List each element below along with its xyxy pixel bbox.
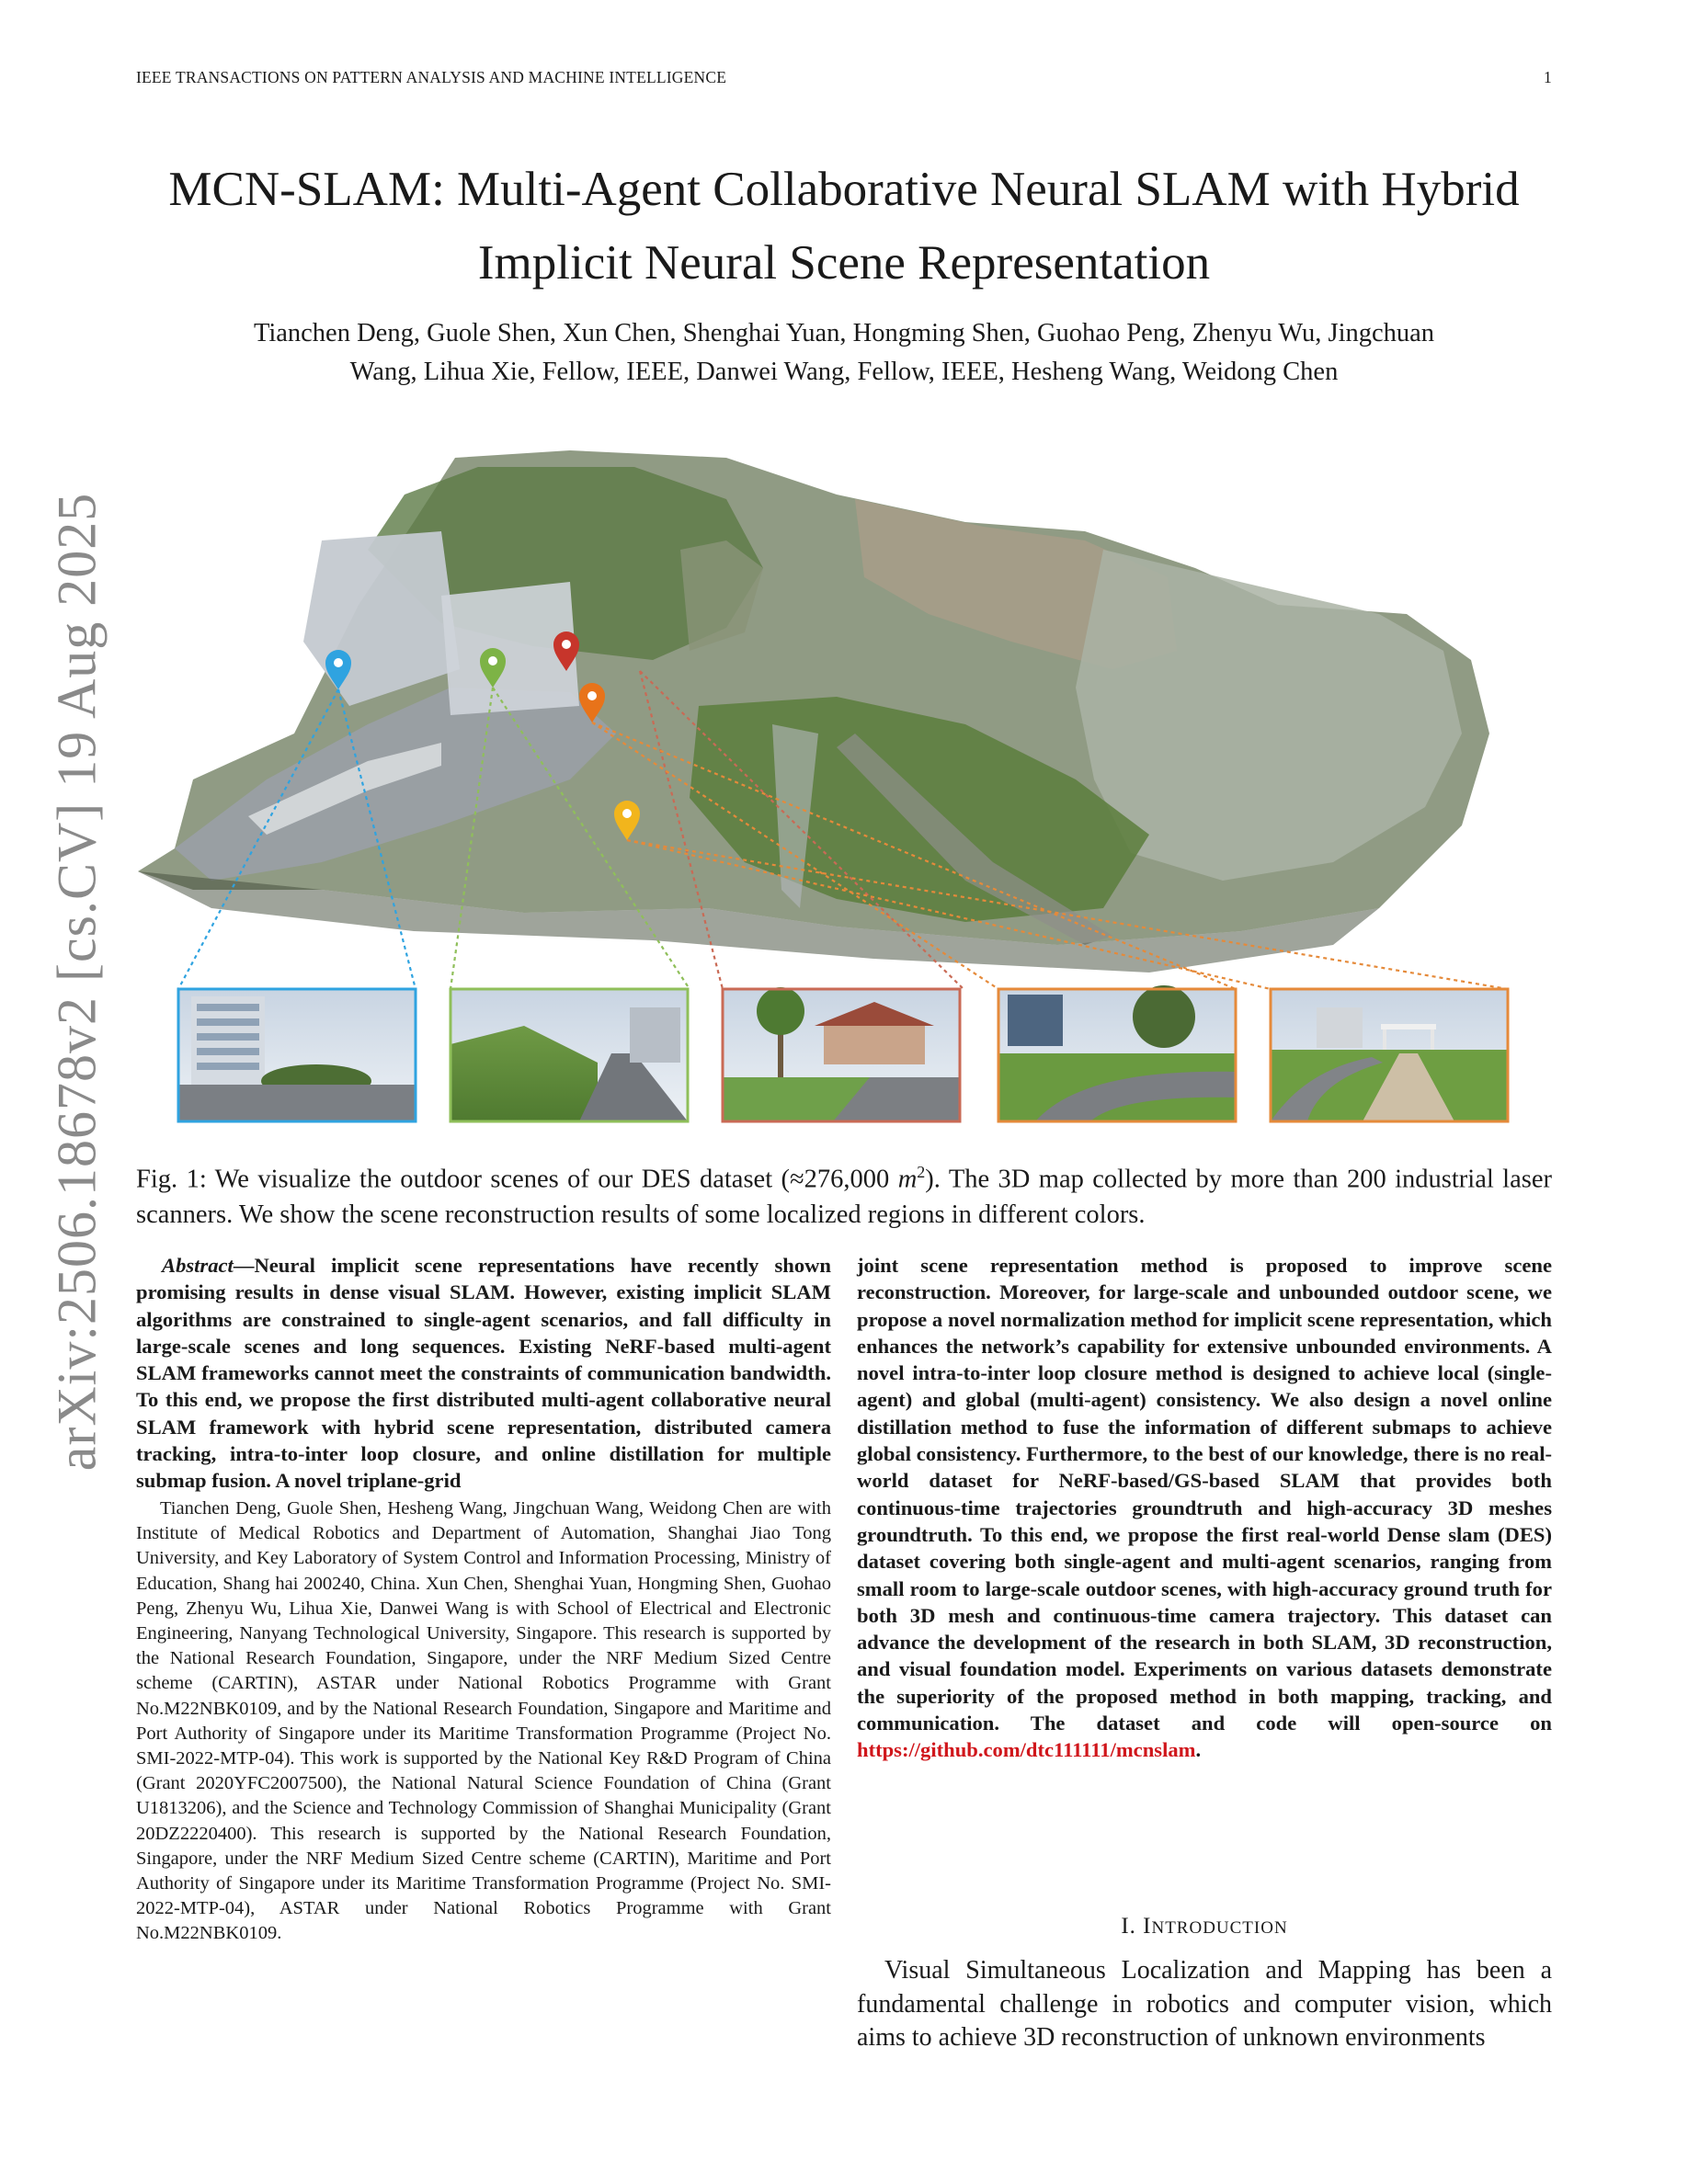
caption-unit: m xyxy=(897,1165,918,1194)
figure-1 xyxy=(138,430,1554,1147)
introduction-text xyxy=(857,1954,1552,2055)
section-title-initial: I xyxy=(1143,1914,1152,1939)
thumbnail-1 xyxy=(178,989,416,1121)
caption-text-end: ). The 3D map collected by more than 200 industrial laser scanners. We show the scene reconstruction results of some localized regions in different colors. xyxy=(136,1165,1552,1229)
journal-name: IEEE TRANSACTIONS ON PATTERN ANALYSIS AND MACHINE INTELLIGENCE xyxy=(136,68,727,86)
abstract-continuation-text: joint scene representation method is proposed to improve scene reconstruction. Moreover, for large-scale and unbounded outdoor scene, we propose a novel normalization method for implicit scene representation, which enhances the network’s capability for extensive unbounded environments. A novel intra-to-inter loop closure method is designed to achieve local (single-agent) and global (multi-agent) consistency. We also design a novel online distillation method to fuse the information of different submaps to achieve global consistency. Furthermore, to the best of our knowledge, there is no real-world dataset for NeRF-based/GS-based SLAM that provides both continuous-time trajectories groundtruth and high-accuracy 3D meshes groundtruth. To this end, we propose the first real-world Dense slam (DES) dataset covering both single-agent and multi-agent scenarios, ranging from small room to large-scale outdoor scenes, with high-accuracy ground truth for both 3D mesh and continuous-time camera trajectory. This dataset can advance the development of the research in both SLAM, 3D reconstruction, and visual foundation model. Experiments on various datasets demonstrate the superiority of the proposed method in both mapping, tracking, and communication. The dataset and code will open-source on xyxy=(857,1254,1552,1735)
abstract-text: Neural implicit scene representations have recently shown promising results in dense visual SLAM. However, existing implicit SLAM algorithms are constrained to single-agent scenarios, and fall difficulty in large-scale scenes and long sequences. Existing NeRF-based multi-agent SLAM frameworks cannot meet the constraints of communication bandwidth. To this end, we propose the first distributed multi-agent collaborative neural SLAM framework with hybrid scene representation, distributed camera tracking, intra-to-inter loop closure, and online distillation for multiple submap fusion. A novel triplane-grid xyxy=(136,1254,831,1493)
authors-line-1: Tianchen Deng, Guole Shen, Xun Chen, Shenghai Yuan, Hongming Shen, Guohao Peng, Zhenyu Wu, Jingchuan xyxy=(253,319,1435,347)
section-title-rest: NTRODUCTION xyxy=(1151,1918,1288,1938)
point-cloud-map xyxy=(138,450,1489,973)
thumbnail-3 xyxy=(723,987,960,1121)
author-list xyxy=(129,314,1559,392)
caption-text-start: Fig. 1: We visualize the outdoor scenes of our DES dataset (≈276,000 xyxy=(136,1165,898,1194)
title-line-1: MCN-SLAM: Multi-Agent Collaborative Neural SLAM with Hybrid xyxy=(168,163,1520,216)
abstract xyxy=(136,1252,831,1495)
introduction-paragraph: Visual Simultaneous Localization and Mapping has been a fundamental challenge in robotics and computer vision, which aims to achieve 3D reconstruction of unknown environments xyxy=(857,1956,1552,2052)
thumbnail-5 xyxy=(1271,989,1508,1121)
abstract-end-period: . xyxy=(1195,1738,1202,1762)
title-line-2: Implicit Neural Scene Representation xyxy=(477,236,1211,290)
point-cloud-map-figure xyxy=(138,430,1554,1147)
page-number: 1 xyxy=(1544,68,1552,86)
code-repository-link[interactable]: https://github.com/dtc111111/mcnslam xyxy=(857,1738,1196,1762)
section-number: I. xyxy=(1121,1914,1136,1939)
authors-line-2: Wang, Lihua Xie, Fellow, IEEE, Danwei Wang, Fellow, IEEE, Hesheng Wang, Weidong Chen xyxy=(349,358,1339,386)
abstract-continuation xyxy=(857,1252,1552,1764)
running-head xyxy=(136,68,1552,92)
thumbnail-2 xyxy=(451,989,688,1121)
thumbnail-4 xyxy=(998,985,1236,1121)
caption-unit-exponent: 2 xyxy=(917,1163,926,1181)
arxiv-identifier: arXiv:2506.18678v2 [cs.CV] 19 Aug 2025 xyxy=(46,492,108,1472)
section-heading-introduction xyxy=(857,1914,1552,1939)
affiliation-footnote xyxy=(136,1496,831,1947)
footnote-text: Tianchen Deng, Guole Shen, Hesheng Wang, Jingchuan Wang, Weidong Chen are with Institute of Medical Robotics and Department of Automation, Shanghai Jiao Tong University, and Key Laboratory of System Control and Information Processing, Ministry of Education, Shang hai 200240, China. Xun Chen, Shenghai Yuan, Hongming Shen, Guohao Peng, Zhenyu Wu, Lihua Xie, Danwei Wang is with School of Electrical and Electronic Engineering, Nanyang Technological University, Singapore. This research is supported by the National Research Foundation, Singapore, under the NRF Medium Sized Centre scheme (CARTIN), ASTAR under National Robotics Programme with Grant No.M22NBK0109, and by the National Research Foundation, Singapore and Maritime and Port Authority of Singapore under its Maritime Transformation Programme (Project No. SMI-2022-MTP-04). This work is supported by the National Key R&D Program of China (Grant 2020YFC2007500), the National Natural Science Foundation of China (Grant U1813206), and the Science and Technology Commission of Shanghai Municipality (Grant 20DZ2220400). This research is supported by the National Research Foundation, Singapore, under the NRF Medium Sized Centre scheme (CARTIN), Maritime and Port Authority of Singapore under its Maritime Transformation Programme (Project No. SMI-2022-MTP-04), ASTAR under National Robotics Programme with Grant No.M22NBK0109. xyxy=(136,1498,831,1944)
abstract-label: Abstract — xyxy=(162,1254,254,1277)
figure-caption xyxy=(136,1155,1552,1233)
arxiv-stamp xyxy=(46,492,132,1472)
paper-title xyxy=(129,153,1559,300)
